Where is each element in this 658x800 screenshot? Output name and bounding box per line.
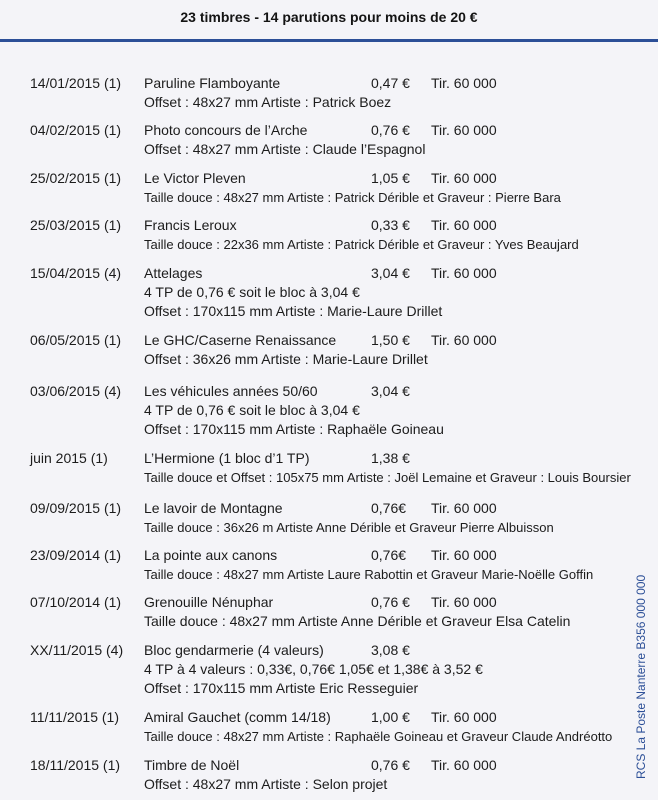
detail-line: Offset : 36x26 mm Artiste : Marie-Laure Drillet [144, 351, 428, 367]
issue-date: juin 2015 (1) [30, 450, 108, 466]
print-run: Tir. 60 000 [431, 547, 497, 563]
issue-date: 06/05/2015 (1) [30, 332, 122, 348]
stamp-name: Grenouille Nénuphar [144, 594, 274, 610]
detail-line: Taille douce : 48x27 mm Artiste Laure Rabottin et Graveur Marie-Noëlle Goffin [144, 567, 594, 582]
print-run: Tir. 60 000 [431, 757, 497, 773]
stamp-details [144, 518, 624, 537]
detail-line: Offset : 48x27 mm Artiste : Claude l’Espagnol [144, 141, 426, 157]
stamp-details [144, 468, 631, 487]
stamp-name: La pointe aux canons [144, 547, 278, 563]
stamp-entry [0, 641, 620, 701]
stamp-details [144, 401, 624, 439]
print-run: Tir. 60 000 [431, 332, 497, 348]
print-run: Tir. 60 000 [431, 75, 497, 91]
stamp-entry [0, 74, 620, 114]
stamp-entry [0, 331, 620, 371]
stamp-name: Timbre de Noël [144, 757, 240, 773]
detail-line: Offset : 48x27 mm Artiste : Selon projet [144, 776, 388, 792]
detail-line: Offset : 48x27 mm Artiste : Patrick Boez [144, 94, 392, 110]
stamp-price: 0,76€ [371, 500, 407, 516]
stamp-name: Le GHC/Caserne Renaissance [144, 332, 337, 348]
stamp-name: L’Hermione (1 bloc d’1 TP) [144, 450, 310, 466]
stamp-details [144, 727, 624, 746]
detail-line: 4 TP à 4 valeurs : 0,33€, 0,76€ 1,05€ et 1,38€ à 3,52 € [144, 661, 483, 677]
stamp-entry [0, 546, 620, 586]
stamp-entry [0, 121, 620, 161]
stamp-price: 3,04 € [371, 383, 410, 399]
detail-line: Taille douce : 36x26 m Artiste Anne Dérible et Graveur Pierre Albuisson [144, 520, 554, 535]
header-divider [0, 39, 658, 42]
stamp-entry [0, 169, 620, 209]
stamp-entry [0, 382, 620, 442]
detail-line: Offset : 170x115 mm Artiste : Raphaële Goineau [144, 421, 444, 437]
stamp-price: 0,47 € [371, 75, 410, 91]
print-run: Tir. 60 000 [431, 170, 497, 186]
issue-date: 18/11/2015 (1) [30, 757, 121, 773]
stamp-details [144, 235, 624, 254]
print-run: Tir. 60 000 [431, 594, 497, 610]
issue-date: 04/02/2015 (1) [30, 122, 122, 138]
detail-line: 4 TP de 0,76 € soit le bloc à 3,04 € [144, 402, 360, 418]
stamp-price: 3,08 € [371, 642, 410, 658]
stamp-name: Amiral Gauchet (comm 14/18) [144, 709, 331, 725]
stamp-details [144, 188, 624, 207]
issue-date: 15/04/2015 (4) [30, 265, 122, 281]
detail-line: Taille douce : 48x27 mm Artiste : Raphaële Goineau et Graveur Claude Andréotto [144, 729, 613, 744]
stamp-name: Photo concours de l’Arche [144, 122, 308, 138]
print-run: Tir. 60 000 [431, 265, 497, 281]
issue-date: 25/03/2015 (1) [30, 217, 122, 233]
issue-date: 03/06/2015 (4) [30, 383, 122, 399]
stamp-details [144, 565, 624, 584]
stamp-details [144, 93, 624, 112]
stamp-price: 1,00 € [371, 709, 410, 725]
stamp-details [144, 283, 624, 321]
print-run: Tir. 60 000 [431, 217, 497, 233]
detail-line: Taille douce : 48x27 mm Artiste : Patrick Dérible et Graveur : Pierre Bara [144, 190, 561, 205]
stamp-price: 1,38 € [371, 450, 410, 466]
print-run: Tir. 60 000 [431, 500, 497, 516]
stamp-entry [0, 216, 620, 256]
stamp-details [144, 350, 624, 369]
stamp-price: 0,76 € [371, 594, 410, 610]
stamp-name: Bloc gendarmerie (4 valeurs) [144, 642, 324, 658]
print-run: Tir. 60 000 [431, 122, 497, 138]
stamp-entry [0, 449, 631, 489]
detail-line: Taille douce : 48x27 mm Artiste Anne Dérible et Graveur Elsa Catelin [144, 613, 571, 629]
stamp-entry [0, 264, 620, 324]
stamp-price: 0,33 € [371, 217, 410, 233]
issue-date: 23/09/2014 (1) [30, 547, 122, 563]
stamp-details [144, 612, 624, 631]
stamp-entry [0, 756, 620, 796]
stamp-details [144, 775, 624, 794]
stamp-name: Les véhicules années 50/60 [144, 383, 318, 399]
stamp-name: Paruline Flamboyante [144, 75, 281, 91]
detail-line: 4 TP de 0,76 € soit le bloc à 3,04 € [144, 284, 360, 300]
issue-date: 07/10/2014 (1) [30, 594, 122, 610]
stamp-details [144, 660, 624, 698]
stamp-entry [0, 499, 620, 539]
stamp-price: 0,76€ [371, 547, 407, 563]
stamp-price: 0,76 € [371, 122, 410, 138]
stamp-name: Le lavoir de Montagne [144, 500, 283, 516]
detail-line: Taille douce et Offset : 105x75 mm Artiste : Joël Lemaine et Graveur : Louis Boursier [144, 470, 631, 485]
stamp-details [144, 140, 624, 159]
stamp-name: Francis Leroux [144, 217, 237, 233]
issue-date: XX/11/2015 (4) [30, 642, 124, 658]
stamp-price: 1,05 € [371, 170, 410, 186]
detail-line: Offset : 170x115 mm Artiste Eric Resseguier [144, 680, 419, 696]
stamp-price: 0,76 € [371, 757, 410, 773]
print-run: Tir. 60 000 [431, 709, 497, 725]
stamp-entry [0, 593, 620, 633]
issue-date: 09/09/2015 (1) [30, 500, 122, 516]
issue-date: 25/02/2015 (1) [30, 170, 122, 186]
stamp-price: 3,04 € [371, 265, 410, 281]
detail-line: Taille douce : 22x36 mm Artiste : Patrick Dérible et Graveur : Yves Beaujard [144, 237, 579, 252]
page-title: 23 timbres - 14 parutions pour moins de 20 € [180, 9, 478, 25]
stamp-name: Attelages [144, 265, 203, 281]
stamp-entry [0, 708, 620, 748]
rcs-side-note: RCS La Poste Nanterre B356 000 000 [634, 574, 648, 780]
issue-date: 11/11/2015 (1) [30, 709, 119, 725]
stamp-name: Le Victor Pleven [144, 170, 246, 186]
stamp-price: 1,50 € [371, 332, 410, 348]
issue-date: 14/01/2015 (1) [30, 75, 122, 91]
detail-line: Offset : 170x115 mm Artiste : Marie-Laure Drillet [144, 303, 443, 319]
